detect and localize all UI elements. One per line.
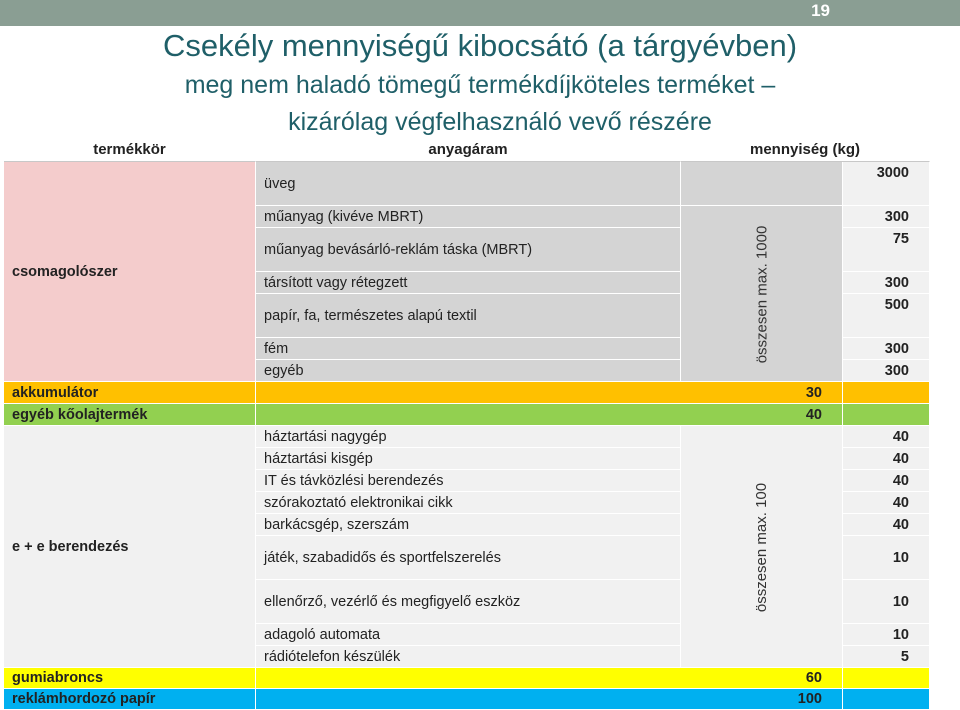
ad-paper-filler [843,689,930,710]
material-row: üveg [256,162,681,206]
quantity-value: 40 [843,470,930,492]
material-row: háztartási nagygép [256,426,681,448]
material-row: társított vagy rétegzett [256,272,681,294]
category-oil: egyéb kőolajtermék [4,404,256,426]
material-row: ellenőrző, vezérlő és megfigyelő eszköz [256,580,681,624]
quantity-value: 60 [256,668,843,689]
header-material: anyagáram [256,137,681,162]
material-row: műanyag bevásárló-reklám táska (MBRT) [256,228,681,272]
quantity-value: 40 [256,404,843,426]
quantity-value: 5 [843,646,930,668]
category-ad-paper: reklámhordozó papír [4,689,256,710]
quantity-value: 40 [843,514,930,536]
header-quantity: mennyiség (kg) [681,137,930,162]
material-row: egyéb [256,360,681,382]
material-row: IT és távközlési berendezés [256,470,681,492]
quantity-value: 500 [843,294,930,338]
page-title: Csekély mennyiségű kibocsátó (a tárgyévben) [162,28,798,63]
quantity-value: 100 [256,689,843,710]
quantity-value: 10 [843,536,930,580]
electronics-total-text: összesen max. 100 [753,482,771,612]
quantity-value: 30 [256,382,843,404]
page-subtitle-line1: meg nem haladó tömegű termékdíjköteles terméket – [184,71,776,99]
material-row: fém [256,338,681,360]
material-row: barkácsgép, szerszám [256,514,681,536]
quantity-value: 300 [843,338,930,360]
quantity-value: 75 [843,228,930,272]
material-row: szórakoztató elektronikai cikk [256,492,681,514]
page-subtitle-line2: kizárólag végfelhasználó vevő részére [288,108,712,136]
quantity-value: 300 [843,206,930,228]
quantity-value: 10 [843,624,930,646]
material-row: háztartási kisgép [256,448,681,470]
category-packaging: csomagolószer [4,162,256,382]
quantity-value: 10 [843,580,930,624]
material-row: rádiótelefon készülék [256,646,681,668]
category-tyre: gumiabroncs [4,668,256,689]
header-category: termékkör [4,137,256,162]
quantity-value: 40 [843,492,930,514]
quantity-value: 300 [843,360,930,382]
category-electronics: e + e berendezés [4,426,256,668]
quantity-spacer [681,162,843,206]
tyre-filler [843,668,930,689]
page-number: 19 [811,1,830,20]
quantity-value: 300 [843,272,930,294]
material-row: játék, szabadidős és sportfelszerelés [256,536,681,580]
material-row: műanyag (kivéve MBRT) [256,206,681,228]
material-row: adagoló automata [256,624,681,646]
packaging-total-note [681,206,843,382]
material-row: papír, fa, természetes alapú textil [256,294,681,338]
electronics-total-note [681,426,843,668]
oil-filler [843,404,930,426]
packaging-total-text: összesen max. 1000 [753,225,771,363]
quantity-value: 3000 [843,162,930,206]
quantity-value: 40 [843,426,930,448]
battery-filler [843,382,930,404]
category-battery: akkumulátor [4,382,256,404]
quantity-value: 40 [843,448,930,470]
